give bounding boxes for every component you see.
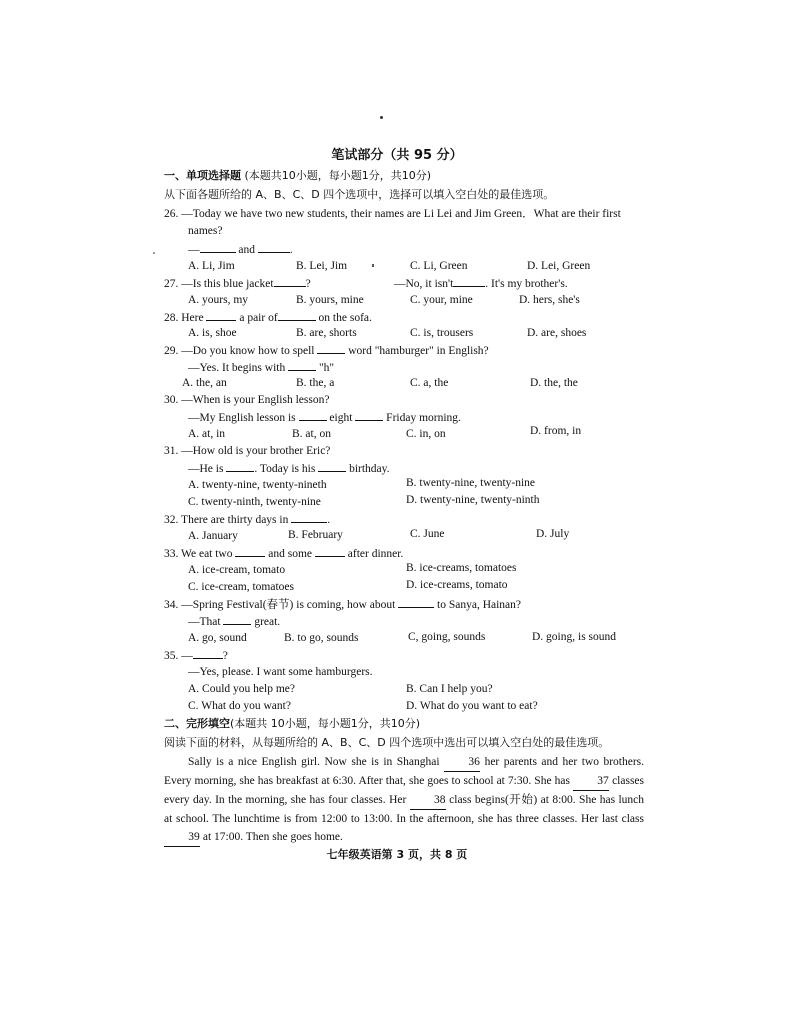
option-a[interactable]: A. Li, Jim (188, 260, 235, 272)
option-b[interactable]: B. are, shorts (296, 327, 357, 339)
option-d[interactable]: D. Lei, Green (527, 260, 591, 272)
option-b[interactable]: B. at, on (292, 428, 331, 440)
option-d[interactable]: D. July (536, 528, 570, 540)
option-d[interactable]: D. going, is sound (532, 631, 617, 643)
option-a[interactable]: A. yours, my (188, 294, 249, 306)
question-34: 34. —Spring Festival(春节) is coming, how about to Sanya, Hainan? (164, 596, 521, 613)
question-32: 32. There are thirty days in . (164, 511, 330, 528)
question-26-cont: names? (188, 225, 223, 237)
option-b[interactable]: B. yours, mine (296, 294, 364, 306)
page-title: 笔试部分（共 95 分） (331, 148, 463, 163)
option-b[interactable]: B. to go, sounds (284, 632, 359, 644)
option-d[interactable]: D. ice-creams, tomato (406, 579, 508, 591)
option-d[interactable]: D. twenty-nine, twenty-ninth (406, 494, 540, 506)
question-33: 33. We eat two and some after dinner. (164, 545, 403, 562)
option-c[interactable]: C. a, the (410, 377, 449, 389)
question-26-blanks: — and . (188, 241, 293, 258)
option-c[interactable]: C. your, mine (410, 294, 473, 306)
blank-38[interactable]: 38 (410, 791, 446, 810)
option-d[interactable]: D. are, shoes (527, 327, 587, 339)
question-30-reply: —My English lesson is eight Friday morning. (188, 409, 461, 426)
question-29-reply: —Yes. It begins with "h" (188, 359, 334, 376)
question-35-reply: —Yes, please. I want some hamburgers. (188, 666, 373, 678)
option-b[interactable]: B. Lei, Jim (296, 260, 348, 272)
option-c[interactable]: C. is, trousers (410, 327, 474, 339)
cloze-passage: Sally is a nice English girl. Now she is in Shanghai 36 her parents and her two brothers. Every morning, she has breakfast at 6:30. After that, she goes to school at 7:30. She has 37 classes every day. In the morning, she has four classes. Her 38 class begins(开始) at 8:00. She has lunch at school. The lunchtime is from 12:00 to 13:00. In the afternoon, she has three classes. Her last class 39 at 17:00. Then she goes home. (164, 753, 644, 847)
option-a[interactable]: A. twenty-nine, twenty-nineth (188, 479, 327, 491)
blank-36[interactable]: 36 (444, 753, 480, 772)
scan-speck (380, 116, 383, 119)
option-a[interactable]: A. is, shoe (188, 327, 237, 339)
option-c[interactable]: C. What do you want? (188, 700, 291, 712)
option-b[interactable]: B. ice-creams, tomatoes (406, 562, 517, 574)
section-2-heading: 二、完形填空(本题共 10小题，每小题1分，共10分) (164, 717, 421, 730)
option-a[interactable]: A. Could you help me? (188, 683, 295, 695)
option-c[interactable]: C. June (410, 528, 445, 540)
option-a[interactable]: A. the, an (182, 377, 227, 389)
option-c[interactable]: C. Li, Green (410, 260, 468, 272)
option-b[interactable]: B. twenty-nine, twenty-nine (406, 477, 536, 489)
question-26: 26. —Today we have two new students, their names are Li Lei and Jim Green．What are their first (164, 208, 621, 220)
question-30: 30. —When is your English lesson? (164, 394, 330, 406)
option-a[interactable]: A. January (188, 530, 238, 542)
question-28: 28. Here a pair of on the sofa. (164, 309, 372, 326)
option-b[interactable]: B. Can I help you? (406, 683, 493, 695)
option-a[interactable]: A. go, sound (188, 632, 247, 644)
option-b[interactable]: B. the, a (296, 377, 335, 389)
scan-speck (153, 252, 155, 254)
option-c[interactable]: C. ice-cream, tomatoes (188, 581, 295, 593)
section-1-instruction: 从下面各题所给的 A、B、C、D 四个选项中，选择可以填入空白处的最佳选项。 (164, 188, 555, 201)
question-34-reply: —That great. (188, 613, 280, 630)
option-a[interactable]: A. at, in (188, 428, 226, 440)
question-31: 31. —How old is your brother Eric? (164, 445, 331, 457)
scan-speck (372, 264, 374, 267)
option-d[interactable]: D. What do you want to eat? (406, 700, 538, 712)
page-footer: 七年级英语第 3 页，共 8 页 (326, 848, 468, 861)
option-d[interactable]: D. hers, she's (519, 294, 580, 306)
question-35: 35. — ? (164, 647, 228, 664)
question-27: 27. —Is this blue jacket ? (164, 275, 311, 292)
question-29: 29. —Do you know how to spell word "hamburger" in English? (164, 342, 489, 359)
option-b[interactable]: B. February (288, 529, 343, 541)
section-1-heading: 一、单项选择题 (本题共10小题，每小题1分，共10分) (164, 169, 432, 182)
question-31-reply: —He is . Today is his birthday. (188, 460, 390, 477)
option-d[interactable]: D. the, the (530, 377, 578, 389)
option-c[interactable]: C. twenty-ninth, twenty-nine (188, 496, 321, 508)
option-a[interactable]: A. ice-cream, tomato (188, 564, 286, 576)
option-c[interactable]: C. in, on (406, 428, 446, 440)
option-c[interactable]: C, going, sounds (408, 631, 486, 643)
blank-39[interactable]: 39 (164, 828, 200, 847)
question-27-reply: —No, it isn't . It's my brother's. (394, 275, 568, 292)
blank-37[interactable]: 37 (573, 772, 609, 791)
option-d[interactable]: D. from, in (530, 425, 582, 437)
section-2-instruction: 阅读下面的材料，从每题所给的 A、B、C、D 四个选项中选出可以填入空白处的最佳选项。 (164, 736, 610, 749)
